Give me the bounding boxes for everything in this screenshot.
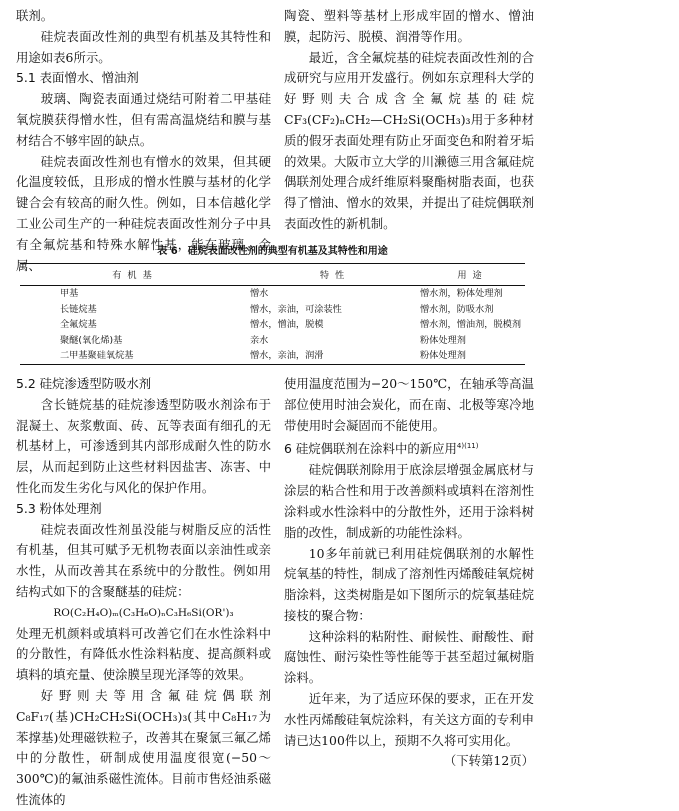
paragraph: 最近，含全氟烷基的硅烷表面改性剂的合成研究与应用开发盛行。例如东京理科大学的好野则夫合成含全氟烷基的硅烷CF₃(CF₂)ₙCH₂—CH₂Si(OCH₃)₃用于多种材质的假牙表面处理有防止牙面变色和附着牙垢的效果。大阪市立大学的川濑德三用含氟硅烷偶联剂处理合成纤维原料聚酯树脂表面，也获得了憎油、憎水的效果，并提出了硅烷偶联剂表面改性的新机制。 [284, 49, 534, 231]
table-row [20, 302, 525, 318]
paragraph: 硅烷表面改性剂也有憎水的效果，但其硬化温度较低，且形成的憎水性膜与基材的化学键合会有较高的耐久性。例如，日本信越化学工业公司生产的一种硅烷表面改性剂分子中具有全氟烷基和特殊水解性基，能在玻璃、金属、 [16, 153, 271, 273]
paragraph: 处理无机颜料或填料可改善它们在水性涂料中的分散性，有降低水性涂料粘度、提高颜料或填料的填充量、使涂膜呈现光泽等的效果。 [16, 625, 271, 683]
header-cell: 用途 [457, 270, 488, 281]
table-row [20, 286, 525, 302]
paragraph: 好野则夫等用含氟硅烷偶联剂C₈F₁₇(基)CH₂CH₂Si(OCH₃)₃(其中C₈H₁₇为苯撑基)处理磁铁粒子，改善其在聚氯三氟乙烯中的分散性，研制成使用温度很宽(−50～300℃)的氟油系磁性流体。目前市售烃油系磁性流体的 [16, 687, 271, 807]
bottom-right-column [284, 374, 534, 772]
paragraph: 硅烷表面改性剂的典型有机基及其特性和用途如表6所示。 [16, 28, 271, 65]
table-cell: 聚醚(氧化烯)基 [60, 334, 123, 346]
table-cell: 长链烷基 [60, 303, 97, 315]
paragraph: 这种涂料的粘附性、耐候性、耐酸性、耐腐蚀性、耐污染性等性能等于甚至超过氟树脂涂料。 [284, 628, 534, 686]
table-cell: 憎水，亲油，可涂装性 [250, 303, 342, 315]
table-cell: 亲水 [250, 334, 269, 346]
paragraph: 近年来，为了适应环保的要求，正在开发水性丙烯酸硅氧烷涂料，有关这方面的专利申请已达100件以上，预期不久将可实用化。 [284, 691, 534, 748]
section-heading-6-text: 6 硅烷偶联剂在涂料中的新应用 [284, 441, 457, 457]
paragraph: 含长链烷基的硅烷渗透型防吸水剂涂布于混凝土、灰浆敷面、砖、瓦等表面有细孔的无机基材上，可渗透到其内部形成耐久性的防水层，从而起到防止这些材料因盐害、冻害、中性化而发生劣化与风化的保护作用。 [16, 396, 271, 495]
paragraph: 硅烷表面改性剂虽没能与树脂反应的活性有机基，但其可赋予无机物表面以亲油性或亲水性，从而改善其在系统中的分散性。例如用结构式如下的含聚醚基的硅烷： [16, 521, 271, 599]
table-cell: 憎水，憎油，脱模 [250, 319, 324, 330]
paragraph: 10多年前就已利用硅烷偶联剂的水解性烷氧基的特性，制成了溶剂性丙烯酸硅氧烷树脂涂料，这类树脂是如下图所示的烷氧基硅烷接枝的聚合物： [284, 545, 534, 623]
table-cell: 憎水剂，粉体处理剂 [420, 288, 503, 299]
top-right-column [284, 6, 534, 235]
table-cell: 粉体处理剂 [420, 334, 466, 346]
paragraph: 玻璃、陶瓷表面通过烧结可附着二甲基硅氧烷膜获得憎水性，但有需高温烧结和膜与基材结合不够牢固的缺点。 [16, 91, 271, 148]
table-cell: 憎水剂，憎油剂，脱模剂 [420, 319, 522, 330]
table-cell: 憎水剂，防吸水剂 [420, 303, 494, 315]
table-row [20, 317, 525, 333]
top-left-column [16, 6, 271, 276]
table-header-row [20, 264, 525, 286]
paragraph: 陶瓷、塑料等基材上形成牢固的憎水、憎油膜，起防污、脱模、润滑等作用。 [284, 8, 534, 44]
table-6 [20, 242, 525, 365]
table-row [20, 348, 525, 364]
table-cell: 二甲基聚硅氧烷基 [60, 350, 134, 361]
paragraph: 联剂。 [16, 8, 54, 23]
section-heading-5-3: 5.3 粉体处理剂 [16, 500, 102, 516]
reference-marker: 4)(11) [456, 442, 479, 451]
table-cell: 憎水，亲油，润滑 [250, 350, 324, 361]
chemical-formula: RO(C₂H₄O)ₘ(C₃H₆O)ₙC₃H₆Si(OR')₃ [53, 606, 234, 619]
section-heading-5-1: 5.1 表面憎水、憎油剂 [16, 70, 139, 86]
table-cell: 全氟烷基 [60, 319, 97, 330]
table-cell: 憎水 [250, 288, 269, 299]
paragraph: 硅烷偶联剂除用于底涂层增强金属底材与涂层的粘合性和用于改善颜料或填料在溶剂性涂料或水性涂料中的分散性外，还用于涂料树脂的改性，制成新的功能性涂料。 [284, 462, 534, 540]
bottom-left-column [16, 374, 271, 811]
paragraph: 使用温度范围为−20～150℃，在轴承等高温部位使用时油会炭化，而在南、北极等寒冷地带使用时会凝固而不能使用。 [284, 376, 534, 433]
table-row [20, 333, 525, 349]
header-cell: 有机基 [112, 270, 158, 281]
table-caption: 表 6 硅烷表面改性剂的典型有机基及其特性和用途 [157, 246, 388, 257]
header-cell: 特性 [319, 270, 351, 281]
continued-note: （下转第12页） [443, 753, 534, 769]
table-cell: 粉体处理剂 [420, 350, 466, 361]
table-cell: 甲基 [60, 288, 79, 299]
section-heading-5-2: 5.2 硅烷渗透型防吸水剂 [16, 376, 152, 391]
properties-table [20, 263, 525, 365]
section-heading-6 [284, 436, 534, 460]
